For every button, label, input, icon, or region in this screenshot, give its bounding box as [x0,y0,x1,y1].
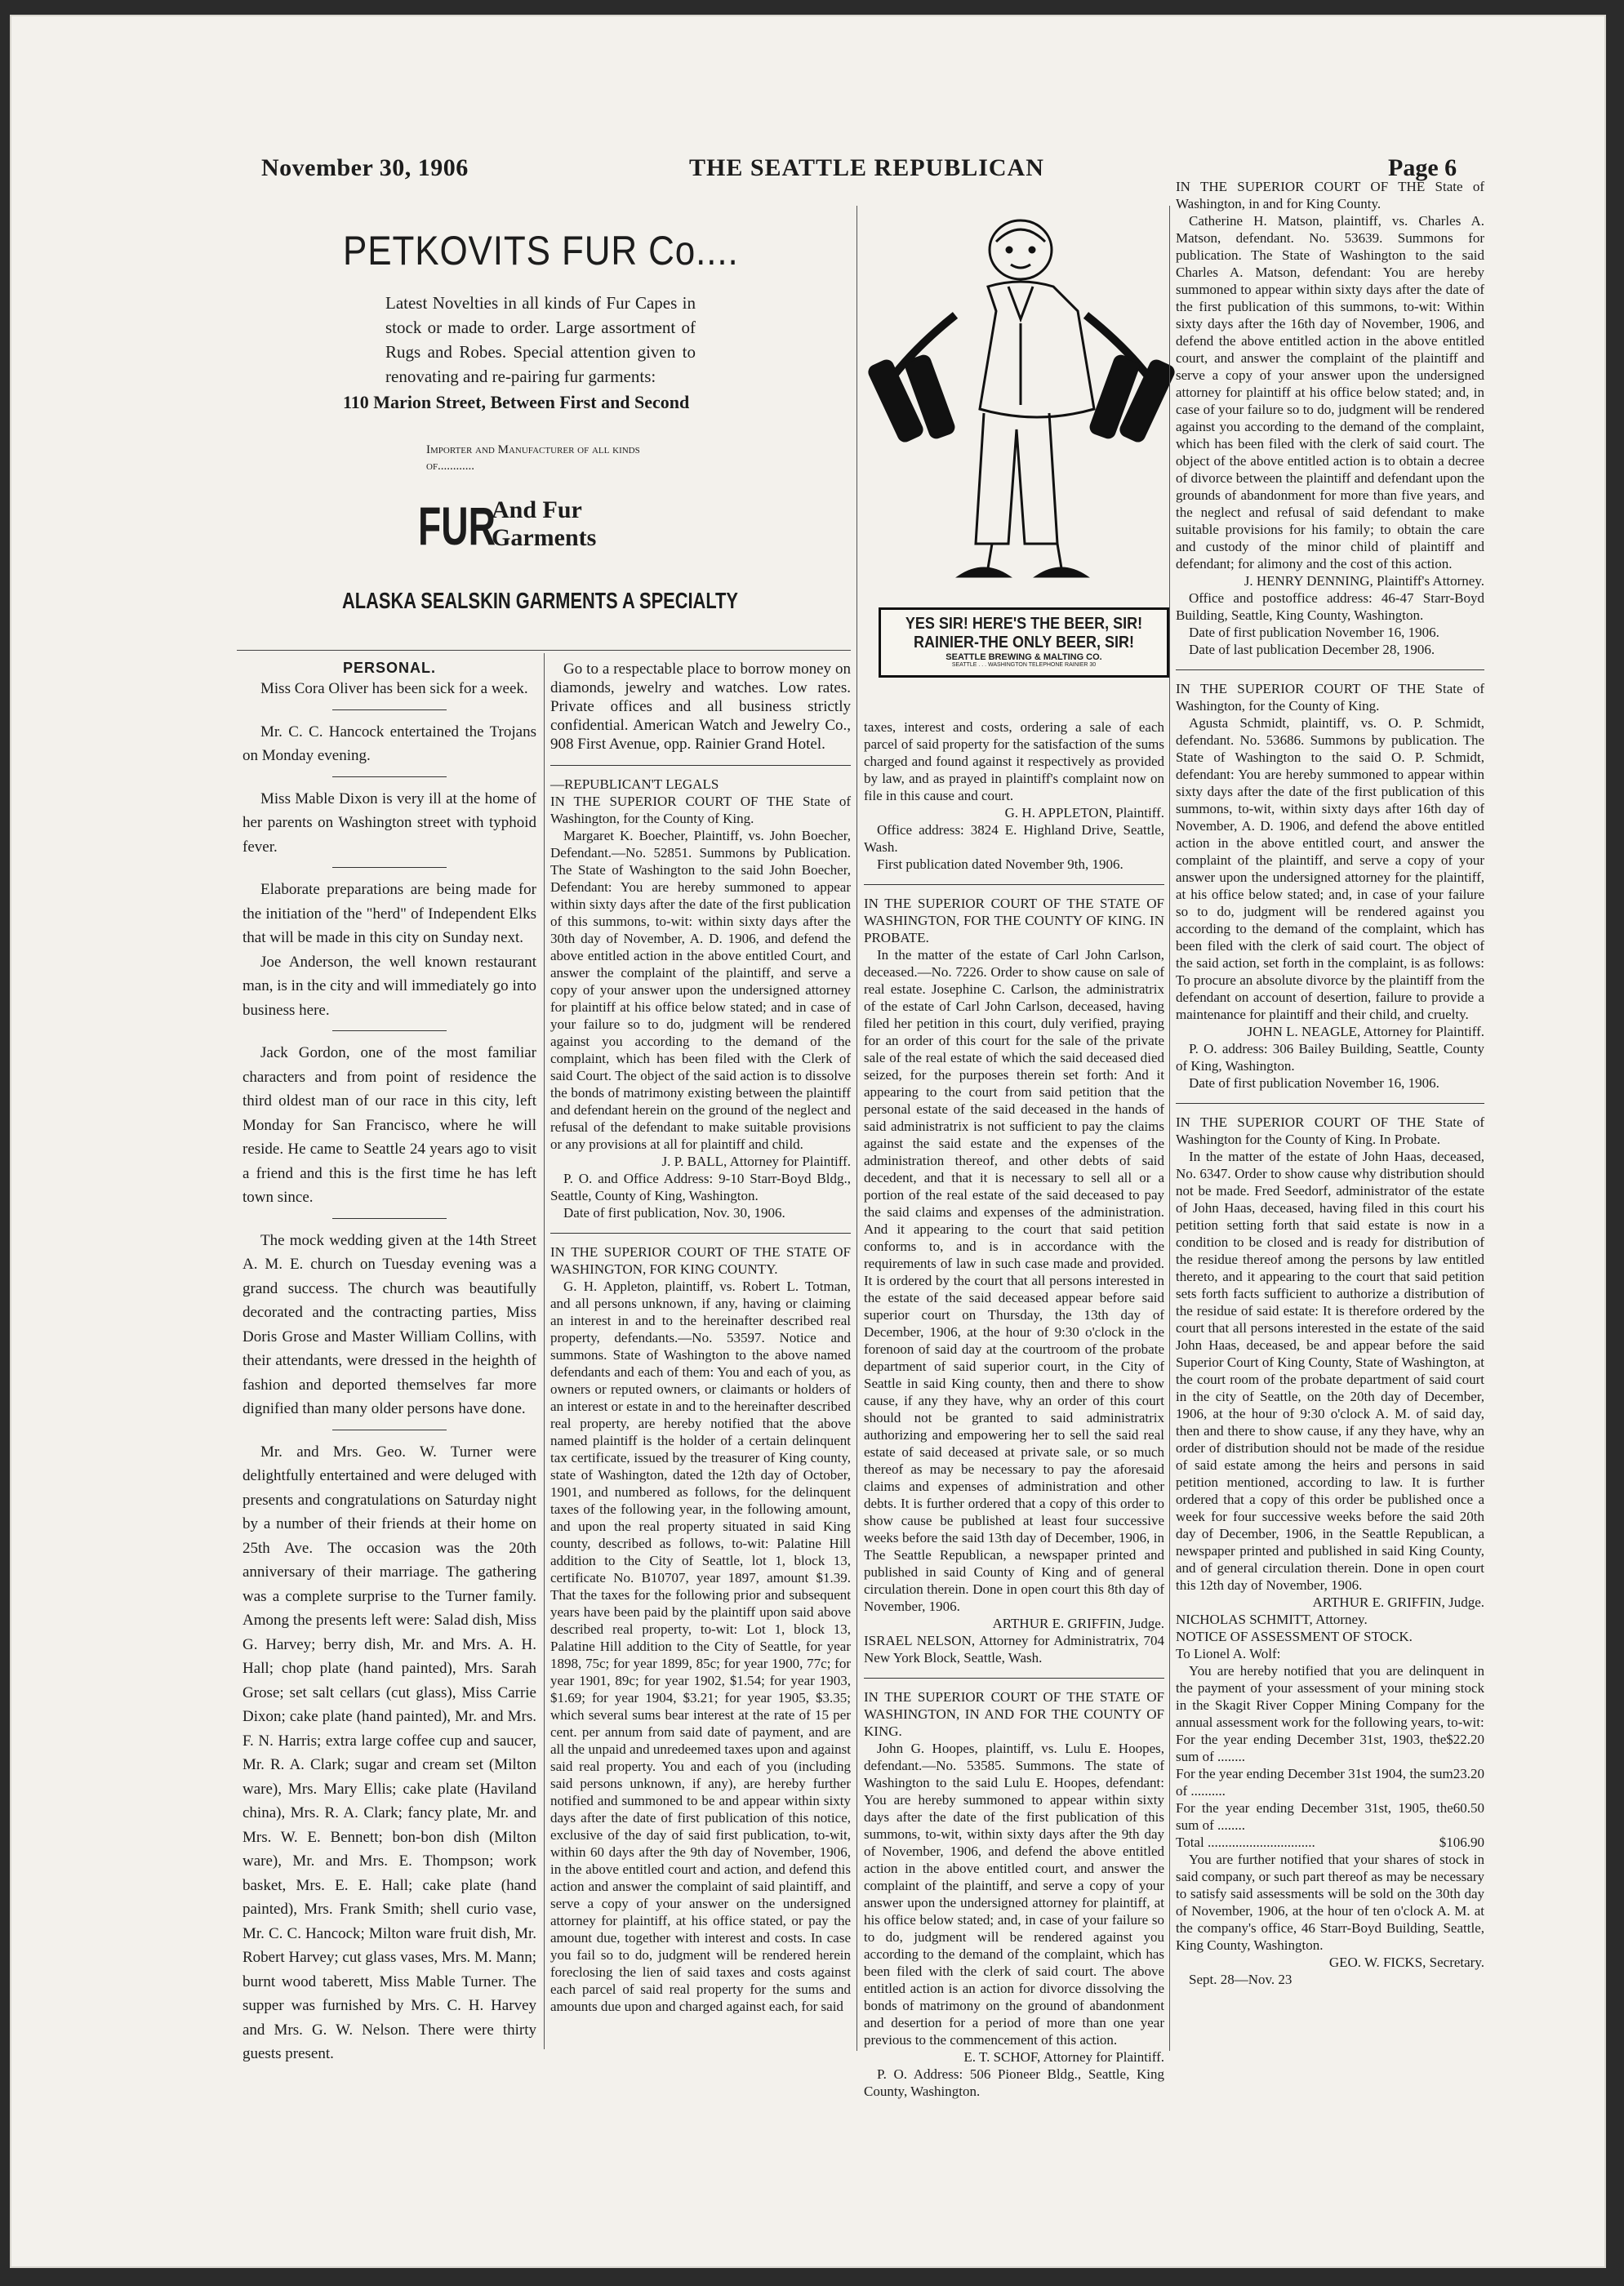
item-divider [332,709,447,710]
assessment-total-row [1176,1834,1484,1851]
notice-address: Office address: 3824 E. Highland Drive, Seattle, Wash. [864,822,1164,855]
brewery-contact: SEATTLE . . . WASHINGTON TELEPHONE RAINIER 30 [951,662,1097,668]
notice-body: In the matter of the estate of Carl John Carlson, deceased.—No. 7226. Order to show cause on sale of real estate. Josephine C. Carlson, the administratrix of the estate of Carl John Carlson, deceased, having filed her petition in this court, duly verified, praying for an order of this court for the sale of the private sale of the real estate of which the said deceased died seized, for the purposes therein set forth: And it appearing to the court from said petition that the personal estate of the said deceased in the hands of said administratrix is not sufficient to pay the claims against the said estate and the expenses of the administration thereof, and other debts of said decedent, and that it is necessary to sell all or a portion of the real estate of the said deceased to pay the said claims and expenses of the administration. And it appearing to the court that said petition conforms to, and is in accordance with the requirements of law in such case made and provided. It is ordered by the court that all persons interested in the estate of the said deceased appear before said superior court on Thursday, the 13th day of December, 1906, at the hour of 9:30 o'clock in the forenoon of said day at the courtroom of the probate department of said superior court, in the City of Seattle in said King county, then and there to show cause, if any they have, why an order of this court should not be granted to said administratrix authorizing and empowering her to sell the said real estate of said deceased at private sale, or so much thereof as may be necessary to pay the aforesaid claims and expenses of administration and other debts. It is further ordered that a copy of this order to show cause be published at least four successive weeks before the said 13th day of December, 1906, in The Seattle Republican, a newspaper printed and published in said County of King and of general circulation therein. Done in open court this 8th day of November, 1906. [864,947,1164,1614]
assessment-row [1176,1731,1484,1765]
beer-advertisement [865,217,1180,691]
notice-signature: J. HENRY DENNING, Plaintiff's Attorney. [1244,573,1484,589]
notice-heading: IN THE SUPERIOR COURT OF THE State of Washington, in and for King County. [1176,179,1484,211]
legals-column-4 [1176,178,1484,1988]
item-divider [332,1218,447,1219]
notice-dates: Sept. 28—Nov. 23 [1189,1972,1293,1987]
notice-heading: IN THE SUPERIOR COURT OF THE STATE OF WASHINGTON, IN AND FOR THE COUNTY OF KING. [864,1689,1164,1739]
assessment-total: $106.90 [1439,1835,1484,1850]
item-divider [332,776,447,777]
item-divider [332,1030,447,1031]
ad-fur-line1: And Fur [492,496,582,523]
notice-signature: JOHN L. NEAGLE, Attorney for Plaintiff. [1247,1024,1484,1039]
newspaper-title: THE SEATTLE REPUBLICAN [689,154,1044,181]
notice-body: Catherine H. Matson, plaintiff, vs. Charles A. Matson, defendant. No. 53639. Summons for publication. The State of Washington to the said Charles A. Matson, defendant: You are hereby summoned to appear within sixty days after the date of the first publication of this summons, to-wit: Within sixty days after the 16th day of November, 1906, and defend the above entitled action in the above entitled court, and answer the complaint of the plaintiff and serve a copy of your answer upon the undersigned attorney for plaintiff at his office below stated; and, in case of your failure so to do, judgment will be rendered against you according to the demand of the complaint, which has been filed with the clerk of said court. The object of the above entitled action is to obtain a decree of divorce between the plaintiff and defendant upon the grounds of abandonment for more than five years, and the neglect and refusal of said defendant to make suitable provisions for his family; to obtain the care and custody of the minor child of plaintiff and defendant; for alimony and the cost of this action. [1176,213,1484,572]
item-divider [550,765,851,766]
notice-recipient: To Lionel A. Wolf: [1176,1646,1281,1661]
item-divider [864,1678,1164,1679]
column-divider [1169,206,1170,2051]
beer-slogan-banner [879,607,1169,678]
notice-heading: IN THE SUPERIOR COURT OF THE STATE OF WASHINGTON, FOR KING COUNTY. [550,1244,851,1277]
item-divider [864,884,1164,885]
ad-fur-word: FUR [418,496,496,556]
notice-date: First publication dated November 9th, 1906. [877,856,1123,872]
assessment-label: For the year ending December 31st, 1905, the sum of ........ [1176,1800,1453,1833]
personal-item: Joe Anderson, the well known restaurant man, is in the city and will immediately go into business here. [242,953,536,1019]
notice-signature: ARTHUR E. GRIFFIN, Judge. [992,1616,1164,1631]
notice-heading: NOTICE OF ASSESSMENT OF STOCK. [1176,1629,1413,1644]
notice-address: Office and postoffice address: 46-47 Starr-Boyd Building, Seattle, King County, Washington. [1176,590,1484,623]
item-divider [550,1233,851,1234]
notice-heading: IN THE SUPERIOR COURT OF THE STATE OF WASHINGTON, FOR THE COUNTY OF KING. IN PROBATE. [864,896,1164,945]
brewery-name: SEATTLE BREWING & MALTING CO. [945,652,1102,662]
issue-date: November 30, 1906 [261,154,469,181]
assessment-amount: 23.20 [1453,1766,1484,1781]
notice-body: You are further notified that your shares of stock in said company, or such part thereof as may be necessary to satisfy said assessments will be sold on the 30th day of November, 1906, at the hour of ten o'clock A. M. at the company's office, 46 Starr-Boyd Building, Seattle, King County, Washington. [1176,1852,1484,1953]
notice-date: Date of first publication November 16, 1906. [1189,625,1439,640]
notice-signature: ARTHUR E. GRIFFIN, Judge. [1312,1594,1484,1610]
notice-date: Date of first publication, Nov. 30, 1906. [563,1205,785,1221]
notice-body: Agusta Schmidt, plaintiff, vs. O. P. Schmidt, defendant. No. 53686. Summons by publication. The State of Washington to the said O. P. Schmidt, defendant: You are hereby summoned to appear within sixty days after the date of the first publication of this summons, to-wit, within sixty days after 16th day of November, A. D. 1906, and defend the above entitled action in the above entitled court, and answer the complaint of the plaintiff, and serve a copy of your answer upon the undersigned attorney for the plaintiff, at his office below stated; and, in case of your failure so to do, judgment will be rendered against you according to the demand of the complaint, which has been filed with the clerk of said court. The object of the said action, set forth in the complaint, is as follows: To procure an absolute divorce by the plaintiff from the defendant on account of desertion, failure to provide a maintenance for plaintiff and their child, and cruelty. [1176,715,1484,1022]
notice-date: Date of last publication December 28, 1906. [1189,642,1435,657]
item-divider [332,867,447,868]
ad-company-name: PETKOVITS FUR Co.... [343,228,739,274]
column-divider [544,653,545,2049]
personal-item: Elaborate preparations are being made for the initiation of the "herd" of Independent Elks that will be made in this city on Sunday next. [242,881,536,946]
personal-item: Miss Cora Oliver has been sick for a week. [260,680,528,697]
newspaper-page [10,15,1606,2268]
ad-fur-line2: Garments [492,524,597,551]
item-divider [1176,1103,1484,1104]
item-divider [1176,669,1484,670]
notice-date: Date of first publication November 16, 1906. [1189,1075,1439,1091]
notice-body: John G. Hoopes, plaintiff, vs. Lulu E. Hoopes, defendant.—No. 53585. Summons. The state of Washington to the said Lulu E. Hoopes, defendant: You are hereby summoned to appear within sixty days after the date of the first publication of this summons, to-wit, within sixty days after the 9th day of November, 1906, and defend the above entitled action in the above entitled court, and answer the complaint of the plaintiff, and serve a copy of your answer upon the undersigned attorney for plaintiff, at his office below stated; and, in case of your failure so to do, judgment will be rendered against you according to the demand of the complaint, which has been filed with the clerk of said court. The above entitled action is an action for divorce dissolving the bonds of matrimony on the ground of abandonment and desertion for a period of more than one year previous to the commencement of this action. [864,1741,1164,2048]
page-number: Page 6 [1388,154,1457,181]
notice-signature: GEO. W. FICKS, Secretary. [1328,1955,1484,1970]
ad-importer-line: Importer and Manufacturer of all kinds of............ [426,443,640,473]
column-divider [856,206,857,2051]
notice-body: You are hereby notified that you are delinquent in the payment of your assessment of your mining stock in the Skagit River Copper Mining Company for the annual assessment work for the following years, to-wit: [1176,1663,1484,1730]
notice-signature: E. T. SCHOF, Attorney for Plaintiff. [963,2049,1164,2065]
beer-slogan-line1: YES SIR! HERE'S THE BEER, SIR! [905,615,1143,633]
notice-address: P. O. Address: 506 Pioneer Bldg., Seattle, King County, Washington. [864,2066,1164,2099]
personal-item: Mr. and Mrs. Geo. W. Turner were delightfully entertained and were deluged with presents and congratulations on Saturday night by a number of their friends at their home on 25th Ave. The occasion was the 20th anniversary of their marriage. The gathering was a complete surprise to the Turner family. Among the presents left were: Salad dish, Miss G. Harvey; berry dish, Mr. and Mrs. A. H. Hall; chop plate (hand painted), Mrs. Sarah Grose; set salt cellars (cut glass), Miss Carrie Dixon; cake plate (hand painted), Mr. and Mrs. F. N. Harris; extra large coffee cup and saucer, Mr. R. A. Clark; sugar and cream set (Milton ware), Mrs. Mary Ellis; cake plate (Haviland china), Mrs. R. A. Clark; fancy plate, Mr. and Mrs. W. E. Bennett; bon-bon dish (Milton ware), Mr. and Mrs. E. Thompson; work basket, Mrs. E. E. Hall; cake plate (hand painted), Mrs. Frank Smith; shell curio vase, Mr. C. C. Hancock; Milton ware fruit dish, Mr. Robert Harvey; cut glass vases, Mrs. M. Mann; burnt wood taberett, Miss Mable Turner. The supper was furnished by Mrs. C. H. Harvey and Mrs. G. W. Nelson. There were thirty guests present. [242,1443,536,2062]
notice-address: P. O. and Office Address: 9-10 Starr-Boyd Bldg., Seattle, County of King, Washington. [550,1171,851,1203]
notice-body: In the matter of the estate of John Haas, deceased, No. 6347. Order to show cause why distribution should not be made. Fred Seedorf, administrator of the estate of John Haas, deceased, having filed in this court his petition setting forth that said estate is now in a condition to be closed and is ready for distribution of the residue thereof among the persons by law entitled thereto, and it appearing to the court that said petition sets forth facts sufficient to authorize a distribution of the residue of said estate: It is therefore ordered by the court that all persons interested in the estate of the said John Haas, deceased, be and appear before the said Superior Court of King County, State of Washington, at the court room of the probate department of said court in the city of Seattle, on the 20th day of December, 1906, at the hour of 9:30 o'clock A. M. of said day, then and there to show cause, if any they have, why an order of distribution should not be made of the residue of said estate among the heirs and persons in said petition mentioned, according to law. It is further ordered that a copy of this order be published once a week for four successive weeks before the said 20th day of December, 1906, in the Seattle Republican, a newspaper printed and published in said King County, and of general circulation therein. Done in open court this 12th day of November, 1906. [1176,1149,1484,1593]
notice-body: taxes, interest and costs, ordering a sale of each parcel of said property for the satisfaction of the sums charged and found against it respectively as provided by law, and as prayed in plaintiff's complaint now on file in this cause and court. [864,719,1164,803]
ad-address: 110 Marion Street, Between First and Second [343,392,690,412]
assessment-row [1176,1765,1484,1799]
jewelry-ad: Go to a respectable place to borrow money on diamonds, jewelry and watches. Low rates. Private offices and all business strictly confidential. American Watch and Jewelry Co., 908 First Avenue, opp. Rainier Grand Hotel. [550,660,851,753]
notice-heading: IN THE SUPERIOR COURT OF THE State of Washington, for the County of King. [1176,681,1484,714]
assessment-row [1176,1799,1484,1834]
notice-body: Margaret K. Boecher, Plaintiff, vs. John Boecher, Defendant.—No. 52851. Summons by Publication. The State of Washington to the said John Boecher, Defendant: You are hereby summoned to appear within sixty days after the date of the first publication of this summons, to-wit: within sixty days after the 30th day of November, A. D. 1906, and defend the above entitled action in the above entitled Court, and answer the complaint of the plaintiff, and serve a copy of your answer upon the undersigned attorney for plaintiff at his office below stated; and in case of your failure so to do, judgment will be rendered against you according to the demand of the complaint, which has been filed with the Clerk of said Court. The object of the said action is to dissolve the bonds of matrimony existing between the plaintiff and defendant herein on the ground of the neglect and refusal of the defendant to make suitable provisions or any provisions at all for plaintiff and child. [550,828,851,1152]
fur-advertisement [255,211,843,635]
legals-heading: —REPUBLICAN'T LEGALS [550,776,719,792]
assessment-amount: 60.50 [1453,1800,1484,1816]
legals-column-2 [550,660,851,2015]
notice-attorney: ISRAEL NELSON, Attorney for Administratrix, 704 New York Block, Seattle, Wash. [864,1633,1164,1666]
notice-heading: IN THE SUPERIOR COURT OF THE State of Washington, for the County of King. [550,794,851,826]
assessment-total-label: Total ............................... [1176,1835,1315,1850]
personal-item: Jack Gordon, one of the most familiar characters and from point of residence the third oldest man of our race in this city, left Monday for San Francisco, where he will reside. He came to Seattle 24 years ago to visit a friend and this is the first time he has left town since. [242,1044,536,1206]
legals-column-3 [864,718,1164,2100]
waiter-illustration [865,217,1180,609]
notice-heading: IN THE SUPERIOR COURT OF THE State of Washington for the County of King. In Probate. [1176,1114,1484,1147]
assessment-label: For the year ending December 31st, 1903, the sum of ........ [1176,1732,1447,1764]
personal-column [242,660,536,2066]
beer-slogan-line2: RAINIER-THE ONLY BEER, SIR! [913,634,1135,652]
notice-body: G. H. Appleton, plaintiff, vs. Robert L. Totman, and all persons unknown, if any, having or claiming an interest in and to the hereinafter described real property, defendants.—No. 53597. Notice and summons. State of Washington to the above named defendants and each of them: You and each of you, as owners or reputed owners, or claimants or holders of an interest or estate in and to the hereinafter described real property, are hereby notified that the above named plaintiff is the holder of a certain delinquent tax certificate, issued by the treasurer of King county, state of Washington, dated the 12th day of October, 1901, and numbered as follows, for the delinquent taxes of the following year, in the following amount, and upon the real property situated in said King county, described as follows, to-wit: Palatine Hill addition to the City of Seattle, lot 1, block 13, certificate No. B10707, year 1897, amount $1.39. That the taxes for the following prior and subsequent years have been paid by the plaintiff upon said above described real property, to-wit: Lot 1, block 13, Palatine Hill addition to the City of Seattle, for year 1898, 75c; for year 1899, 85c; for year 1900, 77c; for year 1901, 89c; for year 1902, $1.54; for year 1903, $1.69; for year 1904, $3.21; for year 1905, $3.35; which several sums bear interest at the rate of 15 per cent. per annum from said date of payment, and are all the unpaid and unredeemed taxes upon and against said real property. You and each of you (including said persons unknown, if any), are hereby further notified and summoned to be and appear within sixty days after the date of first publication of this notice, exclusive of the day of said first publication, to-wit, within 60 days after the 9th day of November, 1906, in the above entitled court and action, and defend this action and answer the complaint of said plaintiff, and serve a copy of your answer on the undersigned attorney for plaintiff, at his office stated, or pay the amount due, together with interest and costs. In case you fail so to do, judgment will be rendered herein foreclosing the lien of said taxes and costs against each parcel of said real property for the sums and amounts due upon and charged against each, for said [550,1279,851,2014]
ad-specialty: ALASKA SEALSKIN GARMENTS A SPECIALTY [342,588,738,613]
ad-description: Latest Novelties in all kinds of Fur Capes in stock or made to order. Large assortment of Rugs and Robes. Special attention given to renovating and re-pairing fur garments: [385,293,696,386]
notice-attorney: NICHOLAS SCHMITT, Attorney. [1176,1612,1368,1627]
assessment-amount: $22.20 [1446,1732,1484,1747]
personal-item: Miss Mable Dixon is very ill at the home of her parents on Washington street with typhoid fever. [242,789,536,856]
notice-address: P. O. address: 306 Bailey Building, Seattle, County of King, Washington. [1176,1041,1484,1074]
personal-item: Mr. C. C. Hancock entertained the Trojans on Monday evening. [242,723,536,764]
notice-signature: J. P. BALL, Attorney for Plaintiff. [661,1154,851,1169]
personal-heading: PERSONAL. [342,660,436,676]
assessment-label: For the year ending December 31st 1904, the sum of .......... [1176,1766,1453,1799]
personal-item: The mock wedding given at the 14th Street A. M. E. church on Tuesday evening was a grand success. The church was beautifully decorated and the contracting parties, Miss Doris Grose and Master William Collins, with their attendants, were dressed in the heighth of fashion and deported themselves far more dignified than many older persons have done. [242,1231,536,1417]
notice-signature: G. H. APPLETON, Plaintiff. [1004,805,1164,821]
section-divider [237,650,851,651]
ad-fur-garments [492,496,596,552]
